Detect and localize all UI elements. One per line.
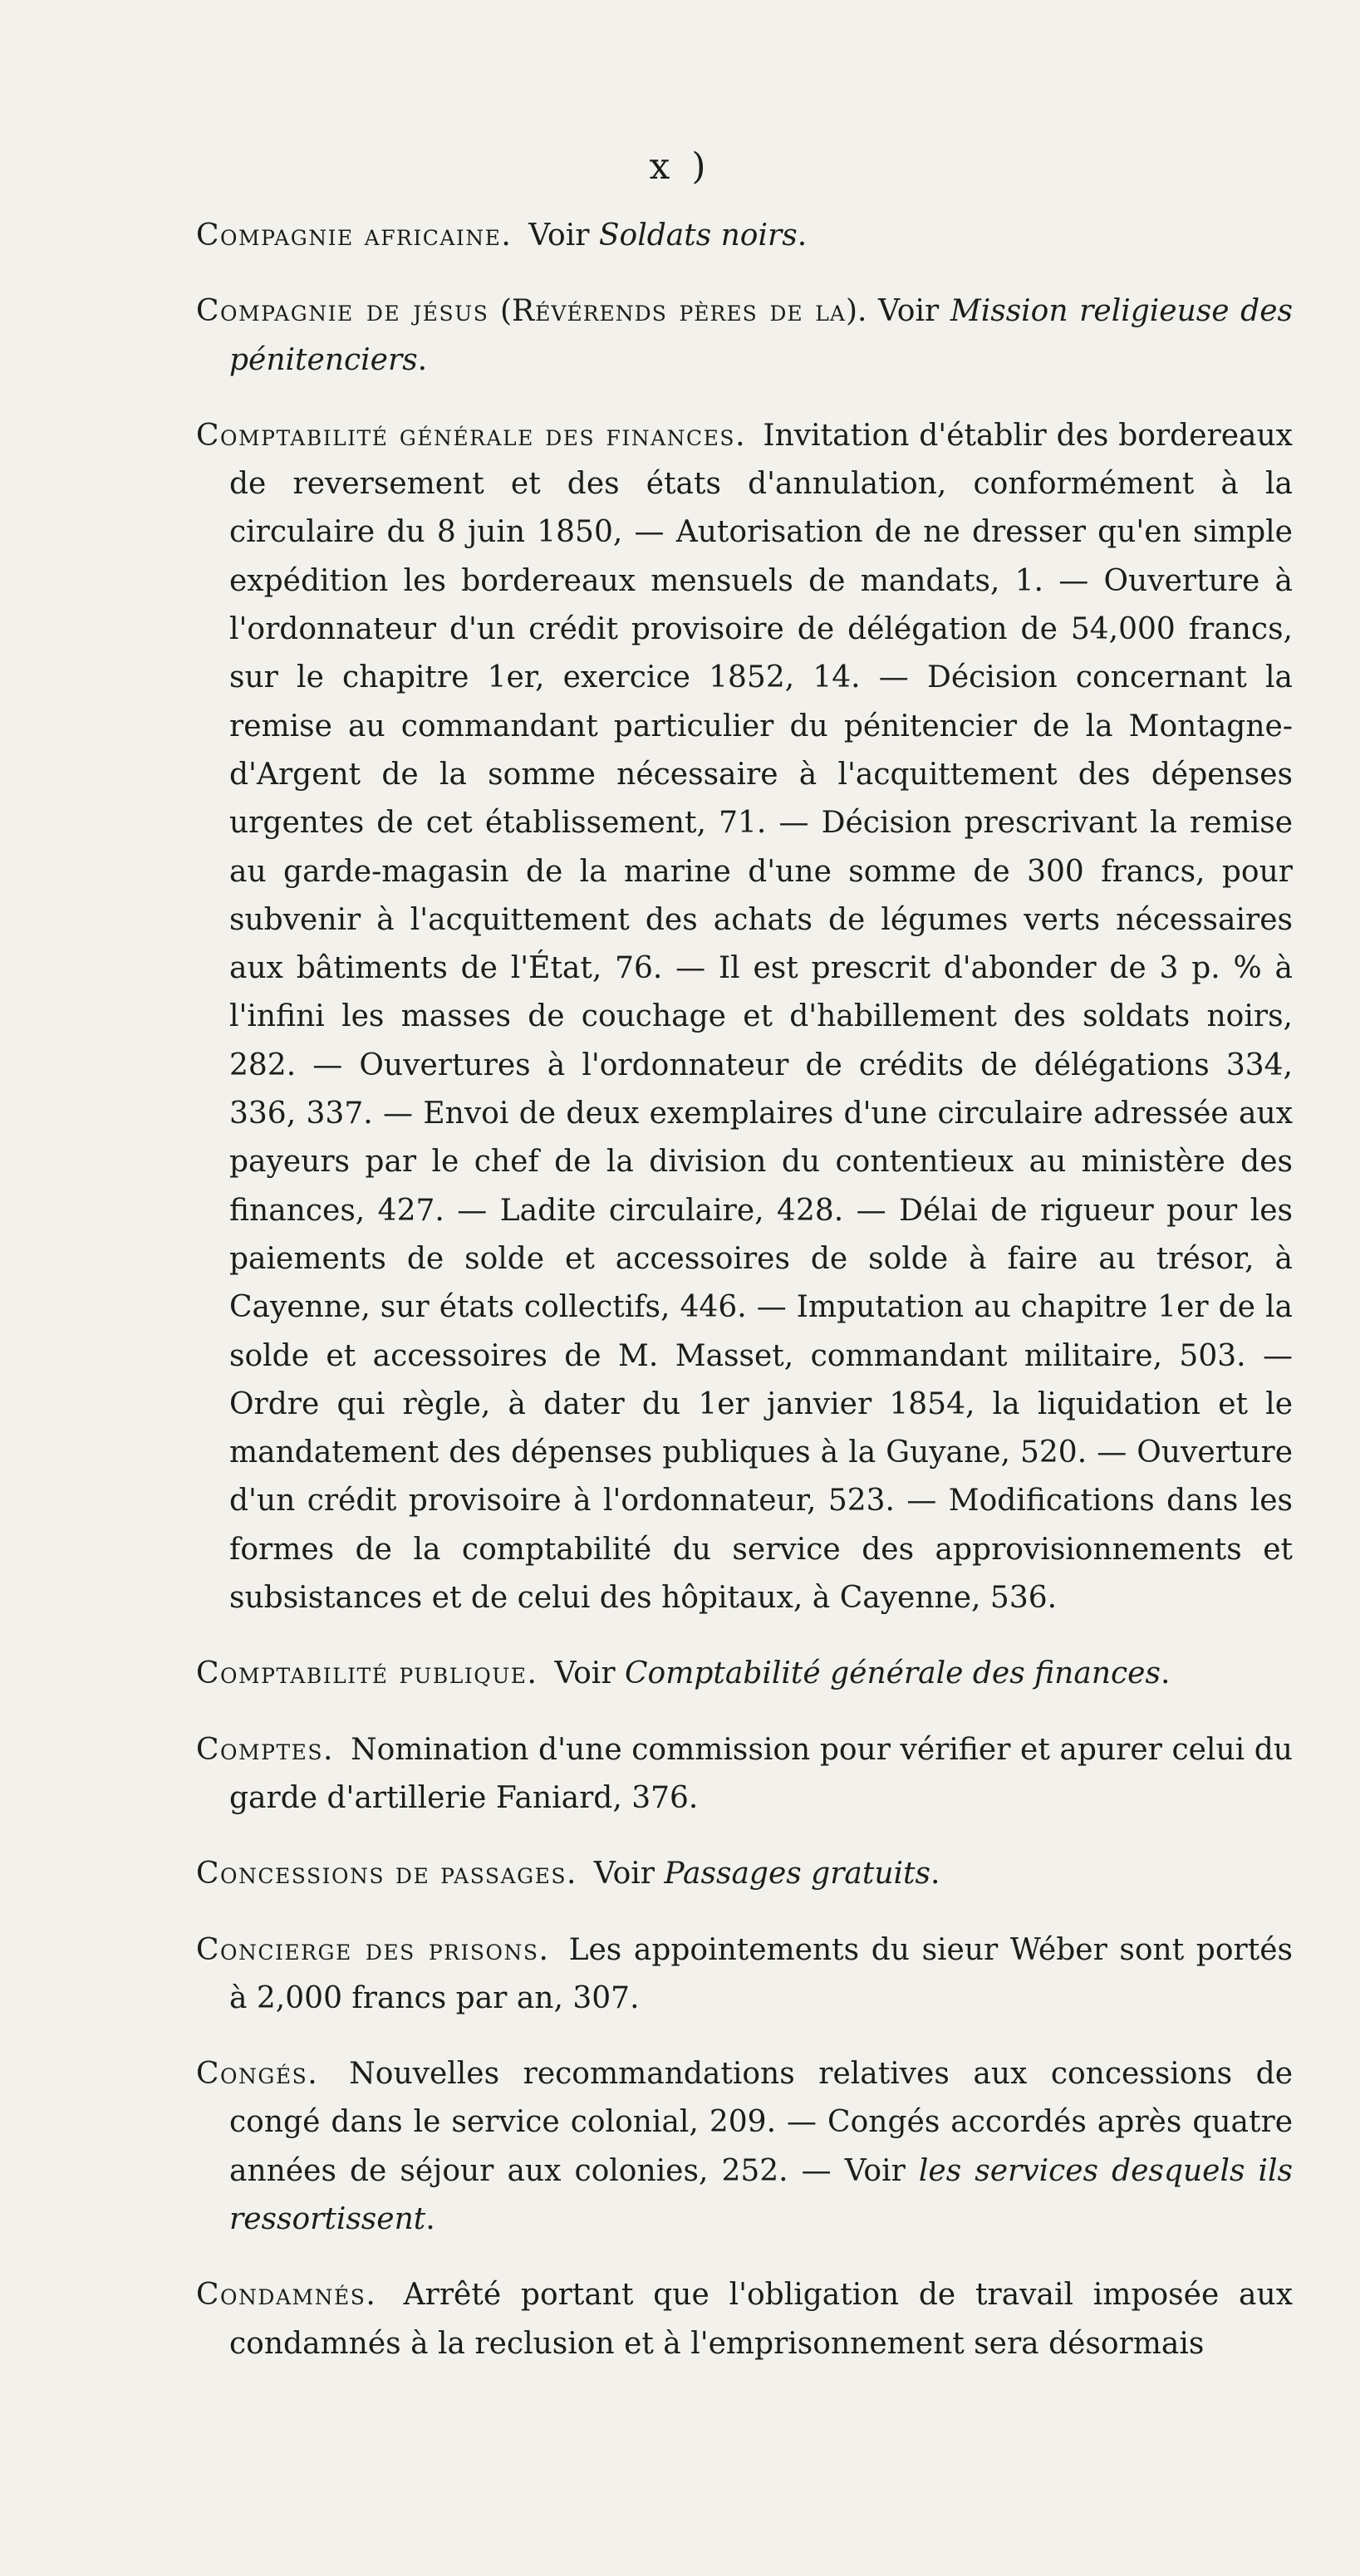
entry-heading: Compagnie africaine (196, 218, 502, 253)
entry-text: Nouvelles recommandations relatives aux concessions de congé dans le service colonial, 209. — Congés accordés après quatre années de séjour aux colonies, 252. — Voir (229, 2057, 1294, 2188)
entry-text: Nomination d'une commission pour vérifier et apurer celui du garde d'artillerie Faniard, 376. (229, 1732, 1293, 1815)
entry-heading: Compagnie de jésus (196, 294, 489, 329)
entry-heading: Condamnés (196, 2278, 366, 2313)
entry-heading: Concierge des prisons (196, 1932, 539, 1967)
cross-reference: Mission religieuse des pénitenciers (229, 294, 1294, 377)
cross-reference: Comptabilité générale des finances (624, 1656, 1161, 1691)
index-entry: Concierge des prisons. Les appointements du sieur Wéber sont portés à 2,000 francs par an, 307. (196, 1932, 1293, 2015)
cross-reference: les services desquels ils ressortissent (229, 2153, 1293, 2236)
cross-reference: Soldats noirs (598, 218, 798, 253)
index-entry: Comptabilité générale des finances. Invitation d'établir des bordereaux de reversement et des états d'annulation, conformément à la circulaire du 8 juin 1850, — Autorisation de ne dresser qu'en simple expédition les bordereaux mensuels de mandats, 1. — Ouverture à l'ordonnateur d'un crédit provisoire de délégation de 54,000 francs, sur le chapitre 1er, exercice 1852, 14. — Décision concernant la remise au commandant particulier du pénitencier de la Montagne-d'Argent de la somme nécessaire à l'acquittement des dépenses urgentes de cet établissement, 71. — Décision prescrivant la remise au garde-magasin de la marine d'une somme de 300 francs, pour subvenir à l'acquittement des achats de légumes verts nécessaires aux bâtiments de l'État, 76. — Il est prescrit d'abonder de 3 p. % à l'infini les masses de couchage et d'habillement des soldats noirs, 282. — Ouvertures à l'ordonnateur de crédits de délégations 334, 336, 337. — Envoi de deux exemplaires d'une circulaire adressée aux payeurs par le chef de la division du contentieux au ministère des finances, 427. — Ladite circulaire, 428. — Délai de rigueur pour les paiements de solde et accessoires de solde à faire au trésor, à Cayenne, sur états collectifs, 446. — Imputation au chapitre 1er de la solde et accessoires de M. Masset, commandant militaire, 503. — Ordre qui règle, à dater du 1er janvier 1854, la liquidation et le mandatement des dépenses publiques à la Guyane, 520. — Ouverture d'un crédit provisoire à l'ordonnateur, 523. — Modifications dans les formes de la comptabilité du service des approvisionnements et subsistances et de celui des hôpitaux, à Cayenne, 536. (196, 418, 1293, 1616)
index-column (196, 212, 1293, 2396)
entry-text: Voir (878, 294, 940, 329)
index-entry: Condamnés. Arrêté portant que l'obligation de travail imposée aux condamnés à la reclusion et à l'emprisonnement sera désormais (196, 2278, 1293, 2361)
index-entry: Compagnie de jésus (Révérends pères de la). Voir Mission religieuse des pénitenciers. (196, 294, 1294, 377)
index-entry: Comptabilité publique. Voir Comptabilité générale des finances. (196, 1656, 1171, 1691)
entry-text: Voir (528, 218, 590, 253)
entry-heading: Concessions de passages (196, 1857, 567, 1892)
entry-text: Voir (554, 1656, 616, 1691)
entry-text: Voir (593, 1857, 655, 1892)
entry-text: Arrêté portant que l'obligation de travail imposée aux condamnés à la reclusion et à l'emprisonnement sera désormais (229, 2278, 1293, 2361)
page-number: x ) (649, 145, 711, 188)
entry-subheading: Révérends pères de la (512, 294, 846, 329)
entry-text: Invitation d'établir des bordereaux de reversement et des états d'annulation, conformément à la circulaire du 8 juin 1850, — Autorisation de ne dresser qu'en simple expédition les bordereaux mensuels de mandats, 1. — Ouverture à l'ordonnateur d'un crédit provisoire de délégation de 54,000 francs, sur le chapitre 1er, exercice 1852, 14. — Décision concernant la remise au commandant particulier du pénitencier de la Montagne-d'Argent de la somme nécessaire à l'acquittement des dépenses urgentes de cet établissement, 71. — Décision prescrivant la remise au garde-magasin de la marine d'une somme de 300 francs, pour subvenir à l'acquittement des achats de légumes verts nécessaires aux bâtiments de l'État, 76. — Il est prescrit d'abonder de 3 p. % à l'infini les masses de couchage et d'habillement des soldats noirs, 282. — Ouvertures à l'ordonnateur de crédits de délégations 334, 336, 337. — Envoi de deux exemplaires d'une circulaire adressée aux payeurs par le chef de la division du contentieux au ministère des finances, 427. — Ladite circulaire, 428. — Délai de rigueur pour les paiements de solde et accessoires de solde à faire au trésor, à Cayenne, sur états collectifs, 446. — Imputation au chapitre 1er de la solde et accessoires de M. Masset, commandant militaire, 503. — Ordre qui règle, à dater du 1er janvier 1854, la liquidation et le mandatement des dépenses publiques à la Guyane, 520. — Ouverture d'un crédit provisoire à l'ordonnateur, 523. — Modifications dans les formes de la comptabilité du service des approvisionnements et subsistances et de celui des hôpitaux, à Cayenne, 536. (229, 418, 1293, 1616)
entry-heading: Comptabilité générale des finances (196, 418, 736, 453)
index-entry: Comptes. Nomination d'une commission pour vérifier et apurer celui du garde d'artillerie Faniard, 376. (196, 1732, 1293, 1815)
entry-heading: Congés (196, 2057, 308, 2092)
cross-reference: Passages gratuits (664, 1857, 930, 1892)
index-entry: Concessions de passages. Voir Passages gratuits. (196, 1857, 940, 1892)
index-entry: Congés. Nouvelles recommandations relatives aux concessions de congé dans le service colonial, 209. — Congés accordés après quatre années de séjour aux colonies, 252. — Voir les services desquels ils ressortissent. (196, 2057, 1294, 2236)
entry-text: Les appointements du sieur Wéber sont portés à 2,000 francs par an, 307. (229, 1932, 1293, 2015)
index-entry: Compagnie africaine. Voir Soldats noirs. (196, 218, 808, 253)
entry-heading: Comptabilité publique (196, 1656, 528, 1691)
entry-heading: Comptes (196, 1732, 324, 1767)
